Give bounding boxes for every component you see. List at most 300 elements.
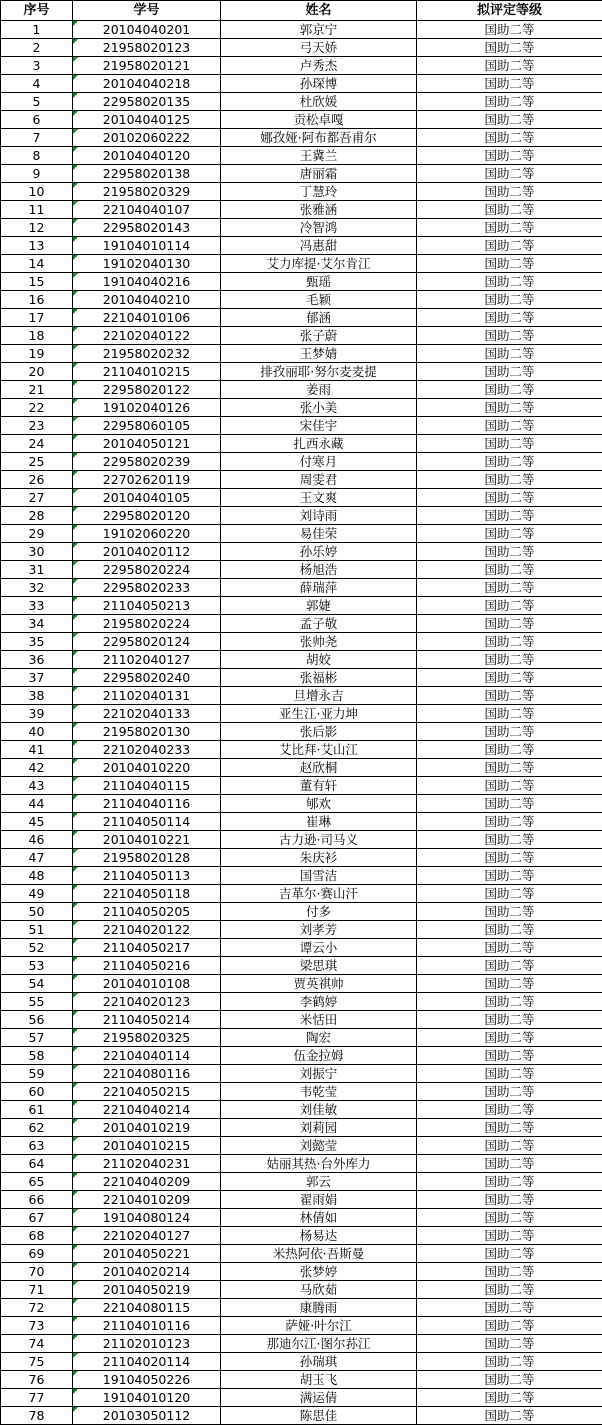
student-id-cell[interactable]: 22104050215: [73, 1083, 221, 1101]
level-cell[interactable]: 国助二等: [417, 525, 602, 543]
student-id-cell[interactable]: 22958020122: [73, 381, 221, 399]
student-id-cell[interactable]: 20104020214: [73, 1263, 221, 1281]
seq-cell[interactable]: 63: [1, 1137, 73, 1155]
student-id-cell[interactable]: 20104040201: [73, 21, 221, 39]
seq-cell[interactable]: 12: [1, 219, 73, 237]
student-id-cell[interactable]: 19102060220: [73, 525, 221, 543]
student-id-cell[interactable]: 20104040125: [73, 111, 221, 129]
name-cell[interactable]: 亚生江·亚力坤: [221, 705, 417, 723]
student-id-cell[interactable]: 20104010215: [73, 1137, 221, 1155]
level-cell[interactable]: 国助二等: [417, 993, 602, 1011]
seq-cell[interactable]: 41: [1, 741, 73, 759]
student-id-cell[interactable]: 20104010221: [73, 831, 221, 849]
seq-cell[interactable]: 19: [1, 345, 73, 363]
student-id-cell[interactable]: 20104020112: [73, 543, 221, 561]
level-cell[interactable]: 国助二等: [417, 1263, 602, 1281]
seq-cell[interactable]: 30: [1, 543, 73, 561]
seq-cell[interactable]: 35: [1, 633, 73, 651]
name-cell[interactable]: 王冀兰: [221, 147, 417, 165]
seq-cell[interactable]: 8: [1, 147, 73, 165]
student-id-cell[interactable]: 19102040130: [73, 255, 221, 273]
seq-cell[interactable]: 44: [1, 795, 73, 813]
student-id-cell[interactable]: 22104040114: [73, 1047, 221, 1065]
seq-cell[interactable]: 13: [1, 237, 73, 255]
student-id-cell[interactable]: 21104050114: [73, 813, 221, 831]
name-cell[interactable]: 郭婕: [221, 597, 417, 615]
seq-cell[interactable]: 29: [1, 525, 73, 543]
name-cell[interactable]: 杨旭浩: [221, 561, 417, 579]
name-cell[interactable]: 胡姣: [221, 651, 417, 669]
name-cell[interactable]: 扎西永藏: [221, 435, 417, 453]
level-cell[interactable]: 国助二等: [417, 1227, 602, 1245]
student-id-cell[interactable]: 22958020120: [73, 507, 221, 525]
name-cell[interactable]: 古力逊·司马义: [221, 831, 417, 849]
seq-cell[interactable]: 4: [1, 75, 73, 93]
seq-cell[interactable]: 73: [1, 1317, 73, 1335]
name-cell[interactable]: 伍金拉姆: [221, 1047, 417, 1065]
name-cell[interactable]: 姜雨: [221, 381, 417, 399]
seq-cell[interactable]: 69: [1, 1245, 73, 1263]
level-cell[interactable]: 国助二等: [417, 57, 602, 75]
seq-cell[interactable]: 55: [1, 993, 73, 1011]
level-cell[interactable]: 国助二等: [417, 165, 602, 183]
seq-cell[interactable]: 26: [1, 471, 73, 489]
student-id-cell[interactable]: 19102040126: [73, 399, 221, 417]
student-id-cell[interactable]: 21104040115: [73, 777, 221, 795]
seq-cell[interactable]: 71: [1, 1281, 73, 1299]
seq-cell[interactable]: 21: [1, 381, 73, 399]
name-cell[interactable]: 满运倩: [221, 1389, 417, 1407]
level-cell[interactable]: 国助二等: [417, 1011, 602, 1029]
student-id-cell[interactable]: 22702620119: [73, 471, 221, 489]
student-id-cell[interactable]: 22958060105: [73, 417, 221, 435]
level-cell[interactable]: 国助二等: [417, 1299, 602, 1317]
level-cell[interactable]: 国助二等: [417, 1083, 602, 1101]
seq-cell[interactable]: 31: [1, 561, 73, 579]
level-cell[interactable]: 国助二等: [417, 1029, 602, 1047]
student-id-cell[interactable]: 22102040133: [73, 705, 221, 723]
level-cell[interactable]: 国助二等: [417, 687, 602, 705]
student-id-cell[interactable]: 22104020123: [73, 993, 221, 1011]
seq-cell[interactable]: 28: [1, 507, 73, 525]
student-id-cell[interactable]: 22958020224: [73, 561, 221, 579]
student-id-cell[interactable]: 21102040231: [73, 1155, 221, 1173]
name-cell[interactable]: 艾比拜·艾山江: [221, 741, 417, 759]
seq-cell[interactable]: 42: [1, 759, 73, 777]
name-cell[interactable]: 郁涵: [221, 309, 417, 327]
name-cell[interactable]: 刘孝芳: [221, 921, 417, 939]
student-id-cell[interactable]: 19104010120: [73, 1389, 221, 1407]
student-id-cell[interactable]: 22958020135: [73, 93, 221, 111]
level-cell[interactable]: 国助二等: [417, 1155, 602, 1173]
level-cell[interactable]: 国助二等: [417, 21, 602, 39]
seq-cell[interactable]: 56: [1, 1011, 73, 1029]
seq-cell[interactable]: 34: [1, 615, 73, 633]
student-id-cell[interactable]: 22104040107: [73, 201, 221, 219]
student-id-cell[interactable]: 21958020329: [73, 183, 221, 201]
name-cell[interactable]: 崔琳: [221, 813, 417, 831]
seq-cell[interactable]: 66: [1, 1191, 73, 1209]
name-cell[interactable]: 孙瑞琪: [221, 1353, 417, 1371]
seq-cell[interactable]: 65: [1, 1173, 73, 1191]
seq-cell[interactable]: 5: [1, 93, 73, 111]
seq-cell[interactable]: 1: [1, 21, 73, 39]
name-cell[interactable]: 翟雨娟: [221, 1191, 417, 1209]
student-id-cell[interactable]: 20104010108: [73, 975, 221, 993]
student-id-cell[interactable]: 21104050205: [73, 903, 221, 921]
level-cell[interactable]: 国助二等: [417, 345, 602, 363]
name-cell[interactable]: 萨娅·叶尔江: [221, 1317, 417, 1335]
level-cell[interactable]: 国助二等: [417, 903, 602, 921]
seq-cell[interactable]: 62: [1, 1119, 73, 1137]
level-cell[interactable]: 国助二等: [417, 435, 602, 453]
name-cell[interactable]: 弓天娇: [221, 39, 417, 57]
level-cell[interactable]: 国助二等: [417, 795, 602, 813]
level-cell[interactable]: 国助二等: [417, 561, 602, 579]
name-cell[interactable]: 郭京宁: [221, 21, 417, 39]
level-cell[interactable]: 国助二等: [417, 1173, 602, 1191]
seq-cell[interactable]: 17: [1, 309, 73, 327]
seq-cell[interactable]: 20: [1, 363, 73, 381]
name-cell[interactable]: 王文爽: [221, 489, 417, 507]
name-cell[interactable]: 丁慧玲: [221, 183, 417, 201]
level-cell[interactable]: 国助二等: [417, 543, 602, 561]
name-cell[interactable]: 王梦婧: [221, 345, 417, 363]
student-id-cell[interactable]: 20104040105: [73, 489, 221, 507]
name-cell[interactable]: 米恬田: [221, 1011, 417, 1029]
name-cell[interactable]: 宋佳宇: [221, 417, 417, 435]
student-id-cell[interactable]: 21958020123: [73, 39, 221, 57]
student-id-cell[interactable]: 21958020224: [73, 615, 221, 633]
level-cell[interactable]: 国助二等: [417, 309, 602, 327]
level-cell[interactable]: 国助二等: [417, 255, 602, 273]
level-cell[interactable]: 国助二等: [417, 921, 602, 939]
name-cell[interactable]: 张梦婷: [221, 1263, 417, 1281]
level-cell[interactable]: 国助二等: [417, 849, 602, 867]
name-cell[interactable]: 冷智鸿: [221, 219, 417, 237]
student-id-cell[interactable]: 22104050118: [73, 885, 221, 903]
name-cell[interactable]: 马欣茹: [221, 1281, 417, 1299]
level-cell[interactable]: 国助二等: [417, 615, 602, 633]
name-cell[interactable]: 张后影: [221, 723, 417, 741]
seq-cell[interactable]: 77: [1, 1389, 73, 1407]
level-cell[interactable]: 国助二等: [417, 453, 602, 471]
student-id-cell[interactable]: 19104040216: [73, 273, 221, 291]
seq-cell[interactable]: 11: [1, 201, 73, 219]
student-id-cell[interactable]: 22958020239: [73, 453, 221, 471]
level-cell[interactable]: 国助二等: [417, 1191, 602, 1209]
name-cell[interactable]: 刘振宁: [221, 1065, 417, 1083]
name-cell[interactable]: 孟子敬: [221, 615, 417, 633]
level-cell[interactable]: 国助二等: [417, 885, 602, 903]
level-cell[interactable]: 国助二等: [417, 183, 602, 201]
seq-cell[interactable]: 3: [1, 57, 73, 75]
name-cell[interactable]: 张子蔚: [221, 327, 417, 345]
student-id-cell[interactable]: 22958020233: [73, 579, 221, 597]
level-cell[interactable]: 国助二等: [417, 381, 602, 399]
student-id-cell[interactable]: 20102060222: [73, 129, 221, 147]
seq-cell[interactable]: 46: [1, 831, 73, 849]
seq-cell[interactable]: 25: [1, 453, 73, 471]
name-cell[interactable]: 张小美: [221, 399, 417, 417]
level-cell[interactable]: 国助二等: [417, 669, 602, 687]
name-cell[interactable]: 孙乐婷: [221, 543, 417, 561]
name-cell[interactable]: 刘诗雨: [221, 507, 417, 525]
student-id-cell[interactable]: 21958020128: [73, 849, 221, 867]
seq-cell[interactable]: 22: [1, 399, 73, 417]
level-cell[interactable]: 国助二等: [417, 147, 602, 165]
student-id-cell[interactable]: 22102040233: [73, 741, 221, 759]
student-id-cell[interactable]: 20104040210: [73, 291, 221, 309]
seq-cell[interactable]: 18: [1, 327, 73, 345]
name-cell[interactable]: 谭云小: [221, 939, 417, 957]
name-cell[interactable]: 陶宏: [221, 1029, 417, 1047]
level-cell[interactable]: 国助二等: [417, 939, 602, 957]
student-id-cell[interactable]: 22104010209: [73, 1191, 221, 1209]
seq-cell[interactable]: 48: [1, 867, 73, 885]
student-id-cell[interactable]: 21104050217: [73, 939, 221, 957]
student-id-cell[interactable]: 22958020143: [73, 219, 221, 237]
name-cell[interactable]: 郇欢: [221, 795, 417, 813]
student-id-cell[interactable]: 20104010219: [73, 1119, 221, 1137]
level-cell[interactable]: 国助二等: [417, 1407, 602, 1425]
student-id-cell[interactable]: 20104040120: [73, 147, 221, 165]
student-id-cell[interactable]: 21104010116: [73, 1317, 221, 1335]
name-cell[interactable]: 刘懿莹: [221, 1137, 417, 1155]
name-cell[interactable]: 甄瑶: [221, 273, 417, 291]
student-id-cell[interactable]: 21104010215: [73, 363, 221, 381]
name-cell[interactable]: 董有轩: [221, 777, 417, 795]
name-cell[interactable]: 薛瑞萍: [221, 579, 417, 597]
seq-cell[interactable]: 23: [1, 417, 73, 435]
student-id-cell[interactable]: 22102040127: [73, 1227, 221, 1245]
seq-cell[interactable]: 39: [1, 705, 73, 723]
level-cell[interactable]: 国助二等: [417, 741, 602, 759]
seq-cell[interactable]: 40: [1, 723, 73, 741]
level-cell[interactable]: 国助二等: [417, 597, 602, 615]
name-cell[interactable]: 胡玉飞: [221, 1371, 417, 1389]
student-id-cell[interactable]: 20104040218: [73, 75, 221, 93]
name-cell[interactable]: 冯惠甜: [221, 237, 417, 255]
level-cell[interactable]: 国助二等: [417, 813, 602, 831]
level-cell[interactable]: 国助二等: [417, 867, 602, 885]
name-cell[interactable]: 艾力库提·艾尔肯江: [221, 255, 417, 273]
level-cell[interactable]: 国助二等: [417, 831, 602, 849]
level-cell[interactable]: 国助二等: [417, 1101, 602, 1119]
level-cell[interactable]: 国助二等: [417, 975, 602, 993]
name-cell[interactable]: 郭云: [221, 1173, 417, 1191]
seq-cell[interactable]: 16: [1, 291, 73, 309]
level-cell[interactable]: 国助二等: [417, 75, 602, 93]
student-id-cell[interactable]: 21104050216: [73, 957, 221, 975]
level-cell[interactable]: 国助二等: [417, 507, 602, 525]
seq-cell[interactable]: 74: [1, 1335, 73, 1353]
seq-cell[interactable]: 64: [1, 1155, 73, 1173]
student-id-cell[interactable]: 22104010106: [73, 309, 221, 327]
student-id-cell[interactable]: 21104020114: [73, 1353, 221, 1371]
seq-cell[interactable]: 58: [1, 1047, 73, 1065]
student-id-cell[interactable]: 21102040131: [73, 687, 221, 705]
name-cell[interactable]: 米热阿依·吾斯曼: [221, 1245, 417, 1263]
name-cell[interactable]: 姑丽其热·台外库力: [221, 1155, 417, 1173]
level-cell[interactable]: 国助二等: [417, 651, 602, 669]
seq-cell[interactable]: 72: [1, 1299, 73, 1317]
seq-cell[interactable]: 67: [1, 1209, 73, 1227]
student-id-cell[interactable]: 21958020325: [73, 1029, 221, 1047]
student-id-cell[interactable]: 22958020240: [73, 669, 221, 687]
name-cell[interactable]: 付寒月: [221, 453, 417, 471]
seq-cell[interactable]: 27: [1, 489, 73, 507]
name-cell[interactable]: 林倩如: [221, 1209, 417, 1227]
name-cell[interactable]: 旦增永吉: [221, 687, 417, 705]
student-id-cell[interactable]: 20104010220: [73, 759, 221, 777]
student-id-cell[interactable]: 21958020232: [73, 345, 221, 363]
name-cell[interactable]: 刘佳敏: [221, 1101, 417, 1119]
student-id-cell[interactable]: 21102040127: [73, 651, 221, 669]
seq-cell[interactable]: 7: [1, 129, 73, 147]
seq-cell[interactable]: 68: [1, 1227, 73, 1245]
seq-cell[interactable]: 36: [1, 651, 73, 669]
name-cell[interactable]: 刘莉园: [221, 1119, 417, 1137]
name-cell[interactable]: 赵欣桐: [221, 759, 417, 777]
level-cell[interactable]: 国助二等: [417, 1335, 602, 1353]
seq-cell[interactable]: 49: [1, 885, 73, 903]
name-cell[interactable]: 国雪洁: [221, 867, 417, 885]
name-cell[interactable]: 排孜丽耶·努尔麦麦提: [221, 363, 417, 381]
name-cell[interactable]: 康腾雨: [221, 1299, 417, 1317]
seq-cell[interactable]: 52: [1, 939, 73, 957]
student-id-cell[interactable]: 22104080116: [73, 1065, 221, 1083]
seq-cell[interactable]: 54: [1, 975, 73, 993]
name-cell[interactable]: 付多: [221, 903, 417, 921]
level-cell[interactable]: 国助二等: [417, 1065, 602, 1083]
level-cell[interactable]: 国助二等: [417, 777, 602, 795]
seq-cell[interactable]: 51: [1, 921, 73, 939]
name-cell[interactable]: 梁思琪: [221, 957, 417, 975]
level-cell[interactable]: 国助二等: [417, 957, 602, 975]
name-cell[interactable]: 杨易达: [221, 1227, 417, 1245]
name-cell[interactable]: 周雯君: [221, 471, 417, 489]
student-id-cell[interactable]: 19104050226: [73, 1371, 221, 1389]
name-cell[interactable]: 唐丽霜: [221, 165, 417, 183]
student-id-cell[interactable]: 21104040116: [73, 795, 221, 813]
student-id-cell[interactable]: 21104050214: [73, 1011, 221, 1029]
name-cell[interactable]: 娜孜娅·阿布都吾甫尔: [221, 129, 417, 147]
name-cell[interactable]: 韦乾莹: [221, 1083, 417, 1101]
seq-cell[interactable]: 70: [1, 1263, 73, 1281]
student-id-cell[interactable]: 22958020138: [73, 165, 221, 183]
level-cell[interactable]: 国助二等: [417, 1353, 602, 1371]
level-cell[interactable]: 国助二等: [417, 489, 602, 507]
seq-cell[interactable]: 38: [1, 687, 73, 705]
level-cell[interactable]: 国助二等: [417, 1389, 602, 1407]
seq-cell[interactable]: 9: [1, 165, 73, 183]
seq-cell[interactable]: 10: [1, 183, 73, 201]
level-cell[interactable]: 国助二等: [417, 1371, 602, 1389]
seq-cell[interactable]: 61: [1, 1101, 73, 1119]
student-id-cell[interactable]: 21958020130: [73, 723, 221, 741]
name-cell[interactable]: 陈思佳: [221, 1407, 417, 1425]
seq-cell[interactable]: 57: [1, 1029, 73, 1047]
level-cell[interactable]: 国助二等: [417, 237, 602, 255]
name-cell[interactable]: 吉革尔·赛山汗: [221, 885, 417, 903]
level-cell[interactable]: 国助二等: [417, 1317, 602, 1335]
seq-cell[interactable]: 59: [1, 1065, 73, 1083]
seq-cell[interactable]: 76: [1, 1371, 73, 1389]
level-cell[interactable]: 国助二等: [417, 399, 602, 417]
name-cell[interactable]: 贾英祺帅: [221, 975, 417, 993]
level-cell[interactable]: 国助二等: [417, 129, 602, 147]
student-id-cell[interactable]: 20104050221: [73, 1245, 221, 1263]
level-cell[interactable]: 国助二等: [417, 1245, 602, 1263]
name-cell[interactable]: 李鹤婷: [221, 993, 417, 1011]
student-id-cell[interactable]: 22102040122: [73, 327, 221, 345]
student-id-cell[interactable]: 22104040214: [73, 1101, 221, 1119]
student-id-cell[interactable]: 19104010114: [73, 237, 221, 255]
seq-cell[interactable]: 33: [1, 597, 73, 615]
level-cell[interactable]: 国助二等: [417, 1119, 602, 1137]
student-id-cell[interactable]: 20103050112: [73, 1407, 221, 1425]
level-cell[interactable]: 国助二等: [417, 1209, 602, 1227]
student-id-cell[interactable]: 20104050121: [73, 435, 221, 453]
level-cell[interactable]: 国助二等: [417, 723, 602, 741]
level-cell[interactable]: 国助二等: [417, 1281, 602, 1299]
level-cell[interactable]: 国助二等: [417, 93, 602, 111]
seq-cell[interactable]: 75: [1, 1353, 73, 1371]
level-cell[interactable]: 国助二等: [417, 219, 602, 237]
level-cell[interactable]: 国助二等: [417, 327, 602, 345]
seq-cell[interactable]: 53: [1, 957, 73, 975]
student-id-cell[interactable]: 22104020122: [73, 921, 221, 939]
name-cell[interactable]: 张福彬: [221, 669, 417, 687]
level-cell[interactable]: 国助二等: [417, 111, 602, 129]
level-cell[interactable]: 国助二等: [417, 1137, 602, 1155]
level-cell[interactable]: 国助二等: [417, 273, 602, 291]
level-cell[interactable]: 国助二等: [417, 39, 602, 57]
student-id-cell[interactable]: 21958020121: [73, 57, 221, 75]
name-cell[interactable]: 朱庆衫: [221, 849, 417, 867]
seq-cell[interactable]: 6: [1, 111, 73, 129]
level-cell[interactable]: 国助二等: [417, 705, 602, 723]
seq-cell[interactable]: 60: [1, 1083, 73, 1101]
name-cell[interactable]: 那迪尔江·图尔荪江: [221, 1335, 417, 1353]
seq-cell[interactable]: 78: [1, 1407, 73, 1425]
name-cell[interactable]: 卢秀杰: [221, 57, 417, 75]
student-id-cell[interactable]: 21104050113: [73, 867, 221, 885]
level-cell[interactable]: 国助二等: [417, 291, 602, 309]
seq-cell[interactable]: 32: [1, 579, 73, 597]
name-cell[interactable]: 毛颖: [221, 291, 417, 309]
seq-cell[interactable]: 14: [1, 255, 73, 273]
level-cell[interactable]: 国助二等: [417, 417, 602, 435]
level-cell[interactable]: 国助二等: [417, 201, 602, 219]
student-id-cell[interactable]: 22104080115: [73, 1299, 221, 1317]
level-cell[interactable]: 国助二等: [417, 759, 602, 777]
seq-cell[interactable]: 2: [1, 39, 73, 57]
name-cell[interactable]: 张帅尧: [221, 633, 417, 651]
level-cell[interactable]: 国助二等: [417, 471, 602, 489]
seq-cell[interactable]: 45: [1, 813, 73, 831]
student-id-cell[interactable]: 20104050219: [73, 1281, 221, 1299]
seq-cell[interactable]: 24: [1, 435, 73, 453]
name-cell[interactable]: 贡松卓嘎: [221, 111, 417, 129]
seq-cell[interactable]: 47: [1, 849, 73, 867]
name-cell[interactable]: 张雅涵: [221, 201, 417, 219]
seq-cell[interactable]: 50: [1, 903, 73, 921]
student-id-cell[interactable]: 22958020124: [73, 633, 221, 651]
level-cell[interactable]: 国助二等: [417, 363, 602, 381]
level-cell[interactable]: 国助二等: [417, 1047, 602, 1065]
